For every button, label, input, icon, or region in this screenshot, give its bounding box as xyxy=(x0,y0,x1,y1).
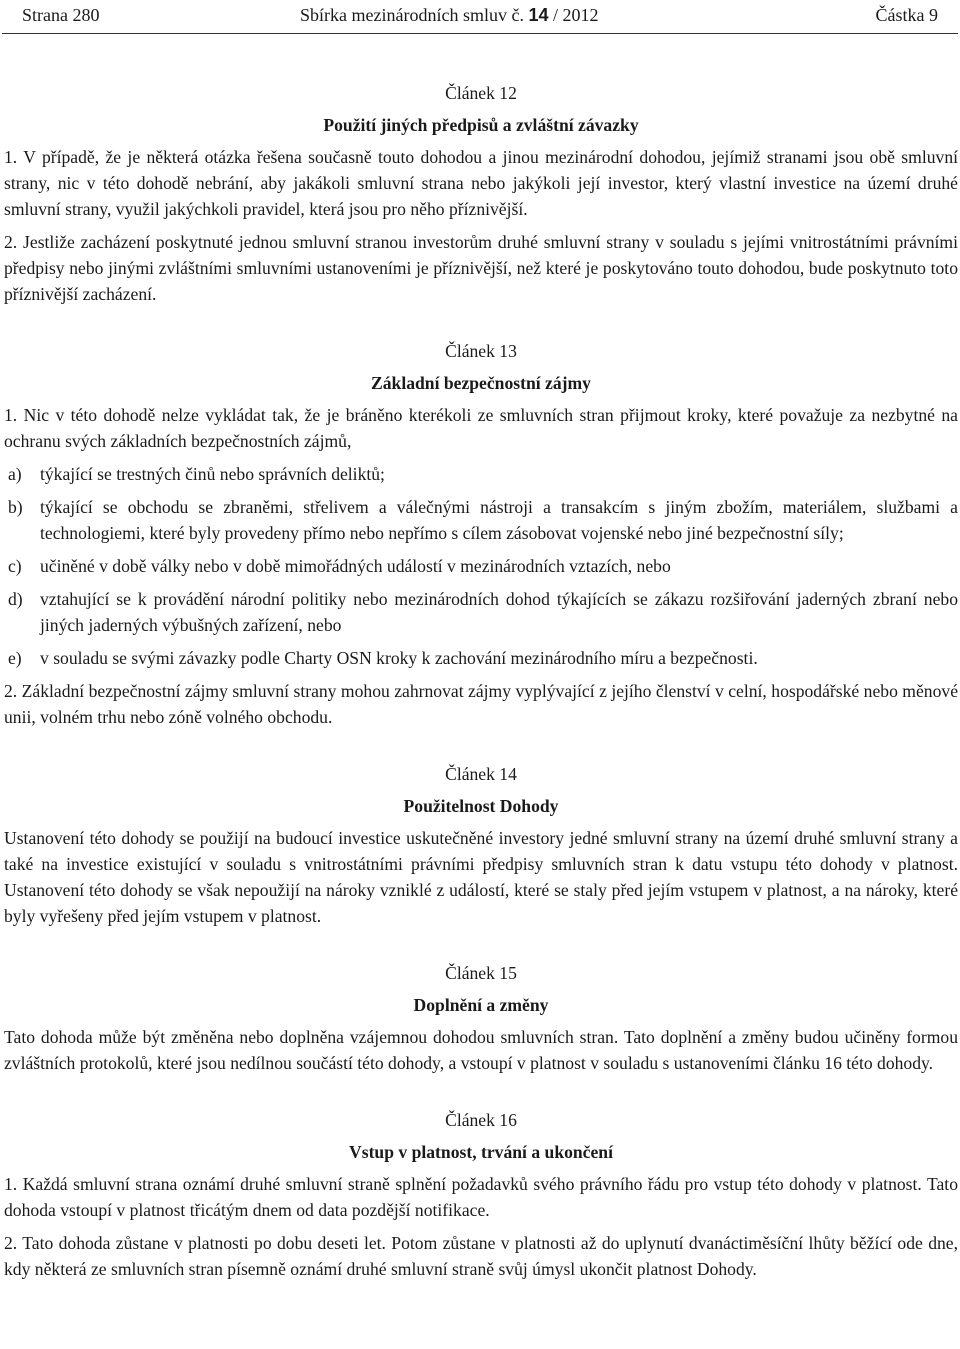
page-header xyxy=(0,0,960,32)
article-number: Článek 16 xyxy=(445,1110,517,1130)
item-mark: d) xyxy=(8,589,23,609)
article-number: Článek 14 xyxy=(445,764,517,784)
article-title: Vstup v platnost, trvání a ukončení xyxy=(349,1142,613,1162)
paragraph: 1. Nic v této dohodě nelze vykládat tak, že je bráněno kterékoli ze smluvních stran přijmout kroky, které považuje za nezbytné na ochranu svých základních bezpečnostních zájmů, xyxy=(4,405,958,451)
article-number: Článek 15 xyxy=(445,963,517,983)
item-text: učiněné v době války nebo v době mimořádných událostí v mezinárodních vztazích, nebo xyxy=(40,556,671,576)
paragraph: 2. Jestliže zacházení poskytnuté jednou smluvní stranou investorům druhé smluvní strany v souladu s jejími vnitrostátními právními předpisy nebo jinými zvláštními smluvními ustanoveními je příznivější, než které je poskytováno touto dohodou, bude poskytnuto toto příznivější zacházení. xyxy=(4,232,958,304)
document-body xyxy=(4,80,958,1289)
list-item xyxy=(4,586,958,638)
paragraph: Ustanovení této dohody se použijí na budoucí investice uskutečněné investory jedné smluvní strany na území druhé smluvní strany a také na investice existující v souladu s vnitrostátními právními předpisy smluvních stran k datu vstupu této dohody v platnost. Ustanovení této dohody se však nepoužijí na nároky vzniklé z událostí, které se staly před jejím vstupem v platnost, a na nároky, které byly vyřešeny před jejím vstupem v platnost. xyxy=(4,828,958,926)
article-title: Základní bezpečnostní zájmy xyxy=(371,373,591,393)
item-text: týkající se trestných činů nebo správních deliktů; xyxy=(40,464,385,484)
article-title: Použitelnost Dohody xyxy=(403,796,559,816)
list-item xyxy=(4,645,958,671)
article-title: Použití jiných předpisů a zvláštní závazky xyxy=(323,115,639,135)
article-13 xyxy=(4,338,958,730)
list-item xyxy=(4,494,958,546)
collection-number: 14 xyxy=(528,5,549,25)
paragraph: 1. V případě, že je některá otázka řešena současně touto dohodou a jinou mezinárodní dohodou, jejímiž stranami jsou obě smluvní strany, nic v této dohodě nebrání, aby jakákoli smluvní strana nebo jakýkoli její investor, který vlastní investice na území druhé smluvní strany, využil jakýchkoli pravidel, která jsou pro něho příznivější. xyxy=(4,147,958,219)
collection-year: / 2012 xyxy=(552,5,599,25)
page-number: Strana 280 xyxy=(22,5,100,25)
paragraph: 2. Tato dohoda zůstane v platnosti po dobu deseti let. Potom zůstane v platnosti až do uplynutí dvanáctiměsíční lhůty běžící ode dne, kdy některá ze smluvních stran písemně oznámí druhé smluvní straně svůj úmysl ukončit platnost Dohody. xyxy=(4,1233,958,1279)
item-text: vztahující se k provádění národní politiky nebo mezinárodních dohod týkajících se zákazu rozšiřování jaderných zbraní nebo jiných jaderných výbušných zařízení, nebo xyxy=(40,589,958,635)
list-item xyxy=(4,461,958,487)
item-text: v souladu se svými závazky podle Charty OSN kroky k zachování mezinárodního míru a bezpečnosti. xyxy=(40,648,758,668)
item-list xyxy=(4,461,958,671)
paragraph: 2. Základní bezpečnostní zájmy smluvní strany mohou zahrnovat zájmy vyplývající z jejího členství v celní, hospodářské nebo měnové unii, volném trhu nebo zóně volného obchodu. xyxy=(4,681,958,727)
item-text: týkající se obchodu se zbraněmi, střelivem a válečnými nástroji a transakcím s jiným zbožím, materiálem, službami a technologiemi, které byly provedeny přímo nebo nepřímo s cílem zásobovat vojenské nebo jiné bezpečnostní síly; xyxy=(40,497,958,543)
header-rule xyxy=(2,33,958,34)
paragraph: Tato dohoda může být změněna nebo doplněna vzájemnou dohodou smluvních stran. Tato doplnění a změny budou učiněny formou zvláštních protokolů, které jsou nedílnou součástí této dohody, a vstoupí v platnost v souladu s ustanoveními článku 16 této dohody. xyxy=(4,1027,958,1073)
item-mark: e) xyxy=(8,648,22,668)
item-mark: a) xyxy=(8,464,22,484)
article-15 xyxy=(4,960,958,1076)
item-mark: b) xyxy=(8,497,23,517)
part-number: Částka 9 xyxy=(875,5,938,25)
article-16 xyxy=(4,1107,958,1282)
collection-title xyxy=(300,0,599,30)
item-mark: c) xyxy=(8,556,22,576)
article-number: Článek 12 xyxy=(445,83,517,103)
article-14 xyxy=(4,761,958,929)
paragraph: 1. Každá smluvní strana oznámí druhé smluvní straně splnění požadavků svého právního řádu pro vstup této dohody v platnost. Tato dohoda vstoupí v platnost třicátým dnem od data pozdější notifikace. xyxy=(4,1174,958,1220)
article-number: Článek 13 xyxy=(445,341,517,361)
list-item xyxy=(4,553,958,579)
article-title: Doplnění a změny xyxy=(413,995,549,1015)
article-12 xyxy=(4,80,958,307)
collection-prefix: Sbírka mezinárodních smluv č. xyxy=(300,5,524,25)
